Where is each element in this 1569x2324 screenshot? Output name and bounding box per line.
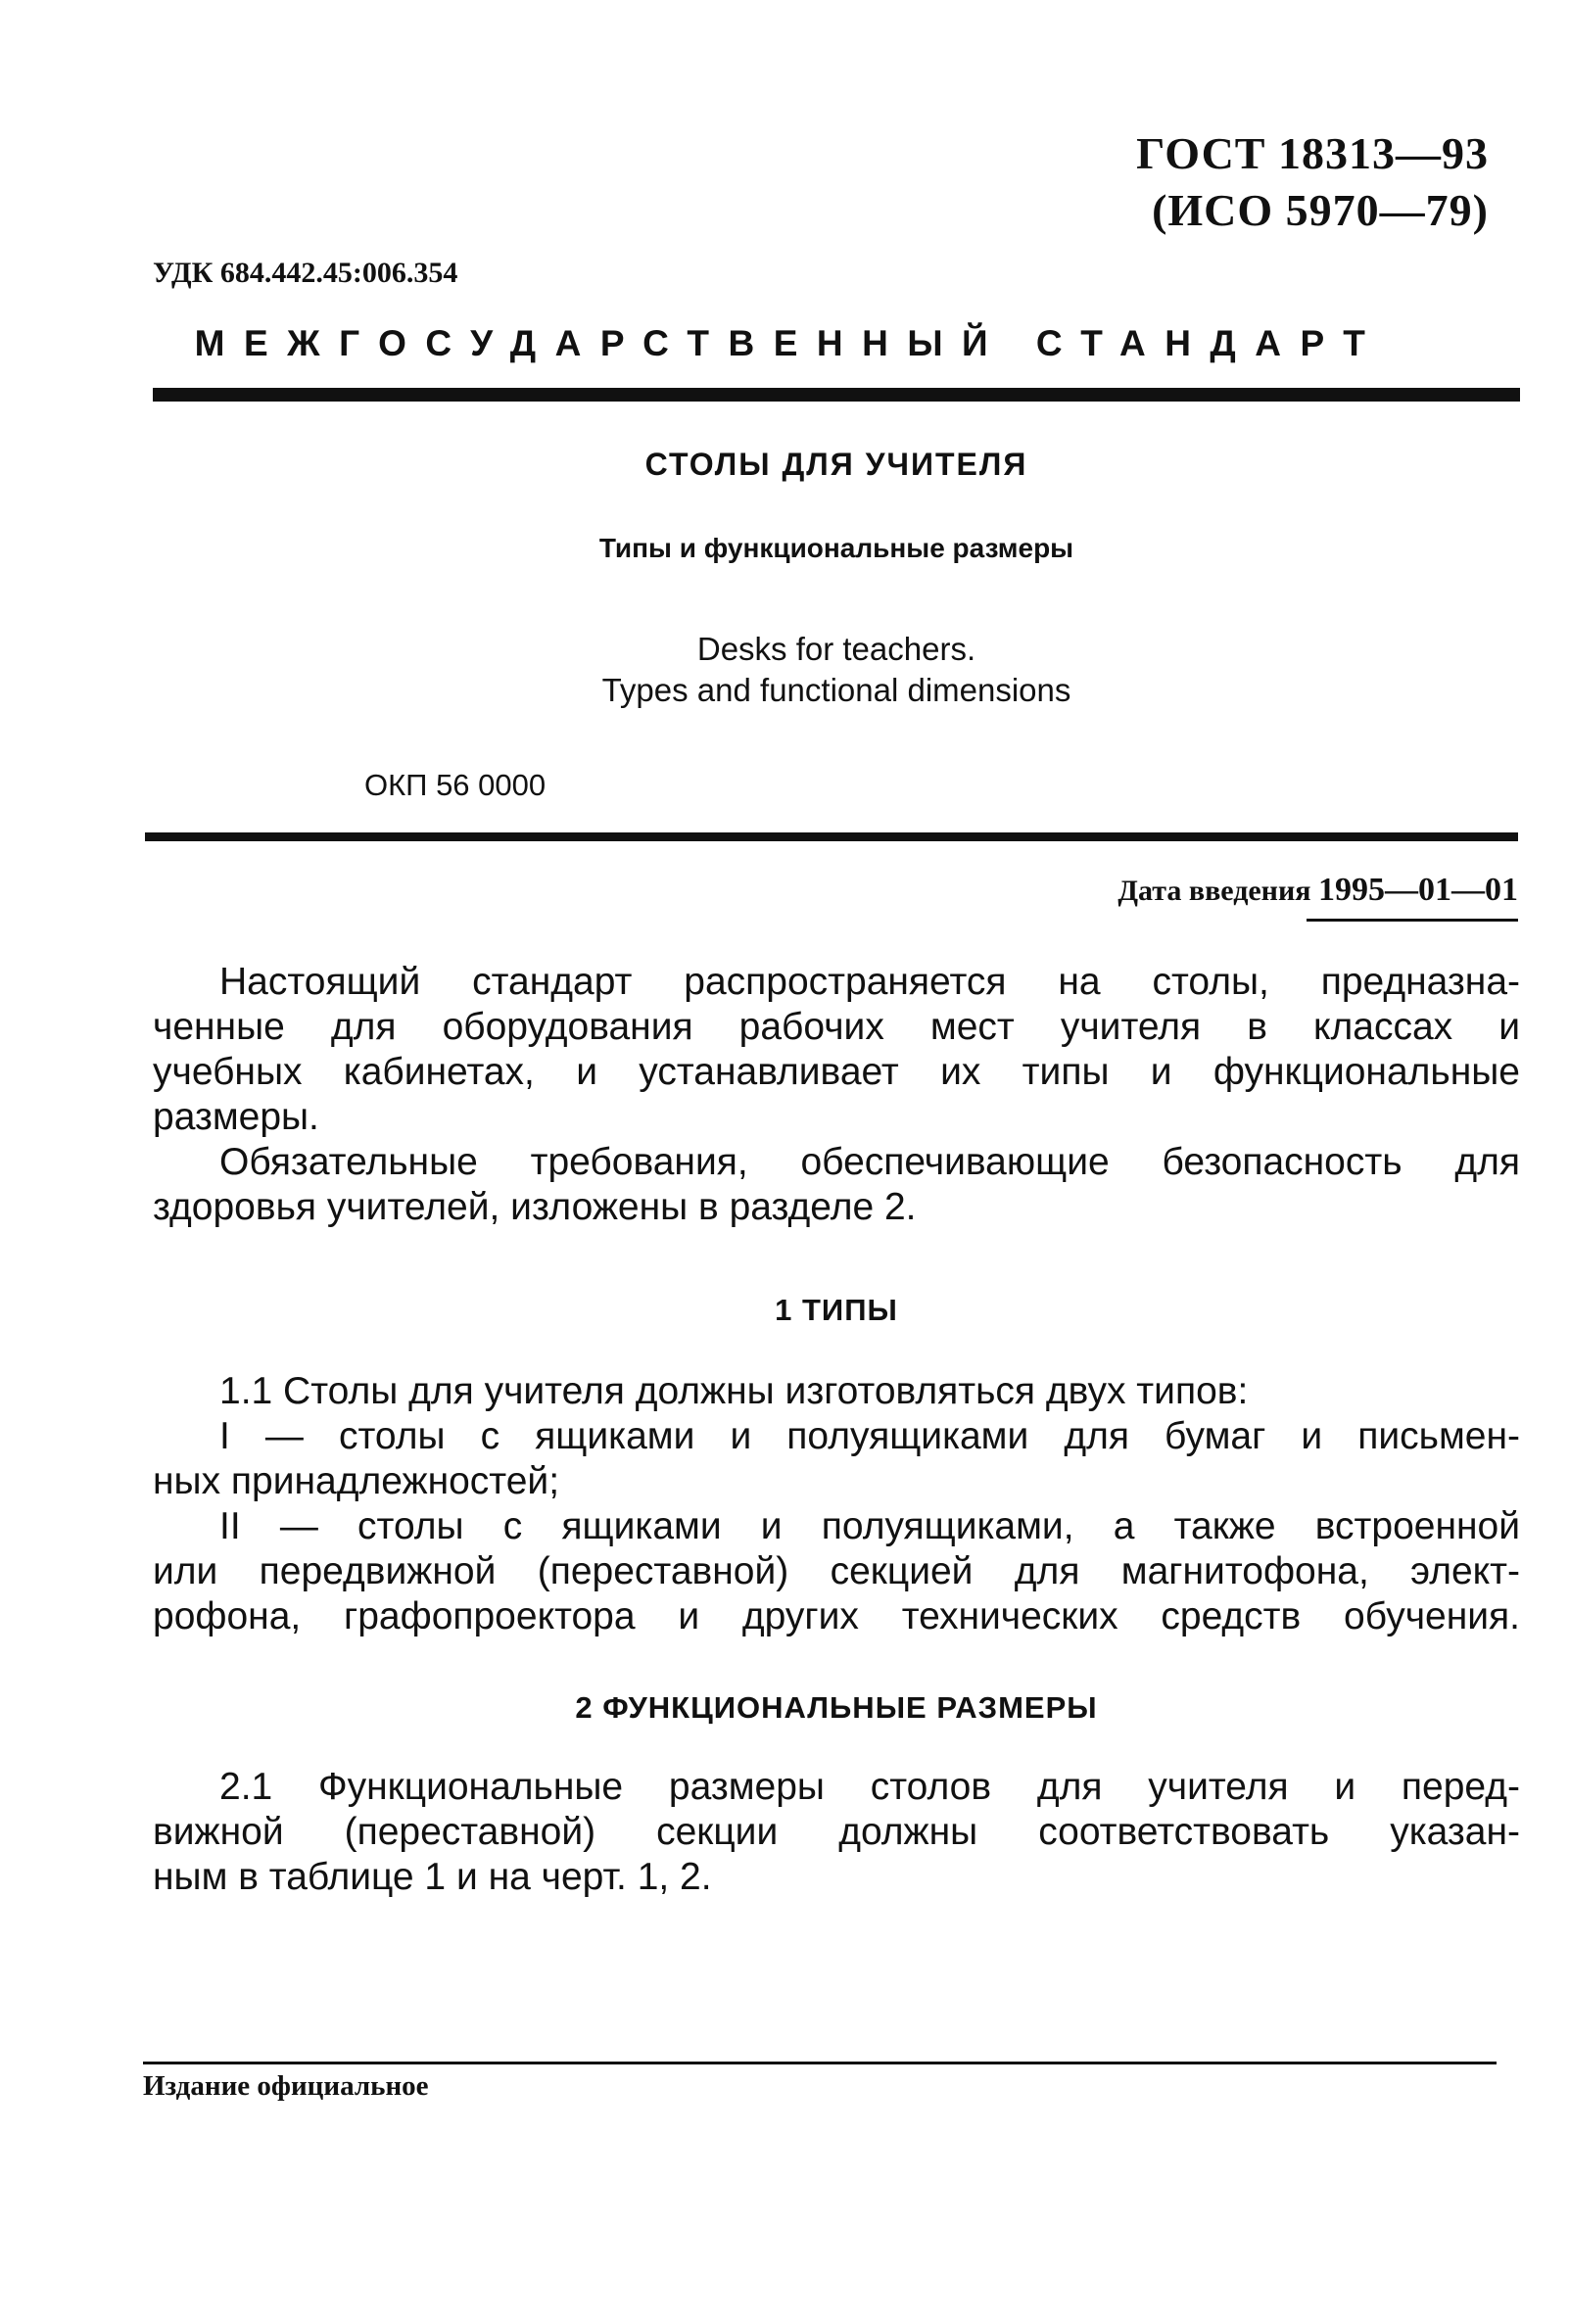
paragraph-line: учебных кабинетах, и устанавливает их типы и функциональные <box>153 1051 1520 1093</box>
gost-designation <box>1019 125 1489 239</box>
paragraph-line: 2.1 Функциональные размеры столов для учителя и перед- <box>219 1766 1520 1808</box>
document-subtitle: Типы и функциональные размеры <box>598 533 1074 563</box>
intro-date-label: Дата введения <box>1117 875 1311 907</box>
header-divider <box>145 832 1518 841</box>
intro-date <box>881 872 1518 909</box>
paragraph-line: II — столы с ящиками и полуящиками, а также встроенной <box>219 1505 1520 1547</box>
english-title-line: Desks for teachers. <box>696 631 976 667</box>
edition-note: Издание официальное <box>143 2070 429 2102</box>
thick-divider <box>153 388 1520 402</box>
section-2-heading: 2 ФУНКЦИОНАЛЬНЫЕ РАЗМЕРЫ <box>575 1690 1098 1725</box>
gost-number: ГОСТ 18313—93 <box>1136 128 1489 178</box>
intro-date-value: 1995—01—01 <box>1318 872 1518 908</box>
english-title <box>153 629 1520 711</box>
date-underline <box>1307 919 1518 922</box>
section-1-heading: 1 ТИПЫ <box>775 1293 898 1327</box>
paragraph-line: рофона, графопроектора и других технических средств обучения. <box>153 1595 1520 1637</box>
section-1-body <box>153 1369 1520 1639</box>
footer-divider <box>143 2062 1497 2064</box>
intro-paragraph-2 <box>153 1140 1520 1230</box>
paragraph-line: размеры. <box>153 1096 319 1138</box>
paragraph-line: 1.1 Столы для учителя должны изготовляться двух типов: <box>219 1370 1249 1412</box>
standard-type-heading: МЕЖГОСУДАРСТВЕННЫЙ СТАНДАРТ <box>194 323 1385 363</box>
document-title: СТОЛЫ ДЛЯ УЧИТЕЛЯ <box>644 447 1028 482</box>
paragraph-line: здоровья учителей, изложены в разделе 2. <box>153 1186 917 1228</box>
intro-paragraph-1 <box>153 960 1520 1140</box>
okp-code: ОКП 56 0000 <box>364 768 547 802</box>
section-2-body <box>153 1765 1520 1900</box>
english-title-line: Types and functional dimensions <box>601 672 1071 708</box>
paragraph-line: вижной (переставной) секции должны соответствовать указан- <box>153 1811 1520 1853</box>
paragraph-line: ным в таблице 1 и на черт. 1, 2. <box>153 1856 712 1898</box>
paragraph-line: ных принадлежностей; <box>153 1460 560 1502</box>
paragraph-line: Настоящий стандарт распространяется на столы, предназна- <box>219 961 1520 1003</box>
paragraph-line: или передвижной (переставной) секцией для магнитофона, элект- <box>153 1550 1520 1592</box>
iso-number: (ИСО 5970—79) <box>1152 185 1489 235</box>
paragraph-line: ченные для оборудования рабочих мест учителя в классах и <box>153 1006 1520 1048</box>
paragraph-line: I — столы с ящиками и полуящиками для бумаг и письмен- <box>219 1415 1520 1457</box>
udk-code: УДК 684.442.45:006.354 <box>153 257 458 289</box>
paragraph-line: Обязательные требования, обеспечивающие безопасность для <box>219 1141 1520 1183</box>
